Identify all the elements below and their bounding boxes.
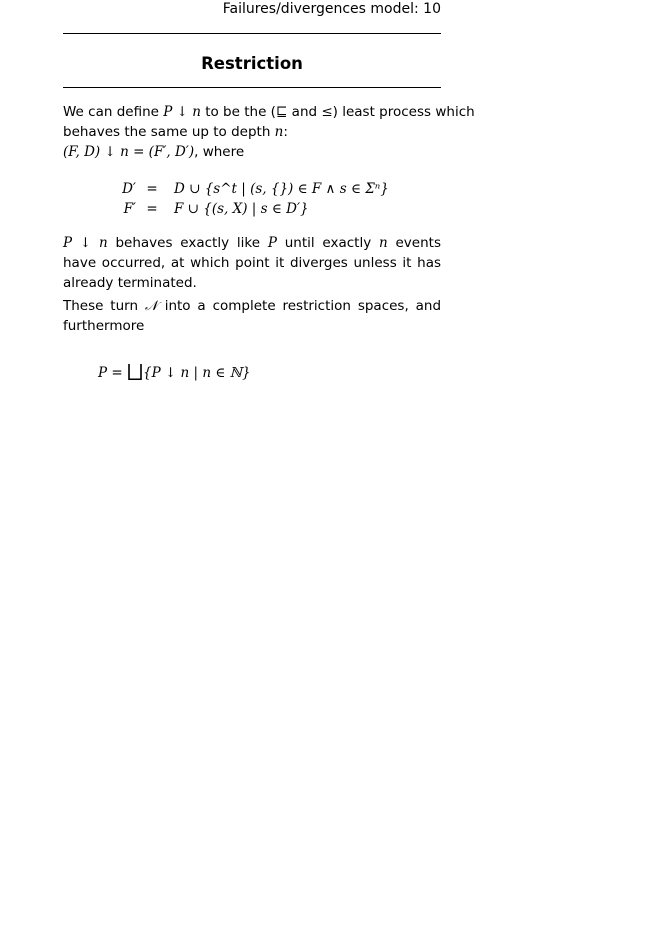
text-span: events have occurred, at which point it diverges unless it has already terminated.: [63, 235, 441, 291]
running-head: Failures/divergences model: 10: [222, 1, 441, 17]
math-inline: (F, D) ↓ n = (F′, D′): [63, 144, 195, 160]
text-span: and: [287, 104, 322, 120]
equation-equals: =: [146, 201, 158, 217]
title-underline-rule: [63, 87, 441, 88]
text-span: behaves the same up to depth: [63, 124, 275, 140]
math-inline: P ↓ n: [163, 104, 201, 120]
text-span: We can define: [63, 104, 164, 120]
definition-line-2: [63, 122, 441, 142]
definition-line-1: [63, 102, 475, 122]
equation-equals: =: [146, 181, 158, 197]
top-rule: [63, 33, 441, 34]
equation-rhs: F ∪ {(s, X) | s ∈ D′}: [174, 201, 309, 217]
text-span: :: [283, 124, 288, 140]
sqcup-operator: ⨆: [126, 359, 143, 383]
math-inline: P ↓ n: [63, 235, 108, 251]
slide-title: Restriction: [201, 54, 303, 73]
text-span: These turn: [63, 298, 145, 314]
math-inline: 𝒩: [144, 298, 158, 314]
math-inline: n: [379, 235, 388, 251]
equation-rhs: D ∪ {s^t | (s, {}) ∈ F ∧ s ∈ Σⁿ}: [174, 181, 389, 197]
definition-equations: [105, 179, 389, 219]
text-span: , where: [194, 144, 245, 160]
math-inline: P: [267, 235, 277, 251]
math-inline: n: [274, 124, 284, 140]
text-span: to be the (: [200, 104, 276, 120]
math-inline: ⊑: [275, 104, 288, 120]
equation-lhs: D′: [122, 181, 136, 197]
restriction-space-paragraph: [63, 296, 441, 336]
text-span: until exactly: [276, 235, 379, 251]
math-inline: ≤: [321, 104, 333, 120]
definition-line-3: [63, 142, 441, 162]
equation-row: [105, 199, 389, 219]
text-span: behaves exactly like: [107, 235, 268, 251]
text-span: ) least process which: [332, 104, 475, 120]
equation-rhs: {P ↓ n | n ∈ ℕ}: [142, 365, 251, 381]
equation-row: [105, 179, 389, 199]
definition-paragraph: [63, 102, 475, 162]
behaviour-paragraph: [63, 233, 441, 293]
text-span: into a complete restriction spaces, and furthermore: [63, 298, 442, 334]
limit-equation: [98, 358, 251, 382]
equation-lhs: P =: [98, 365, 123, 381]
equation-lhs: F′: [123, 201, 136, 217]
